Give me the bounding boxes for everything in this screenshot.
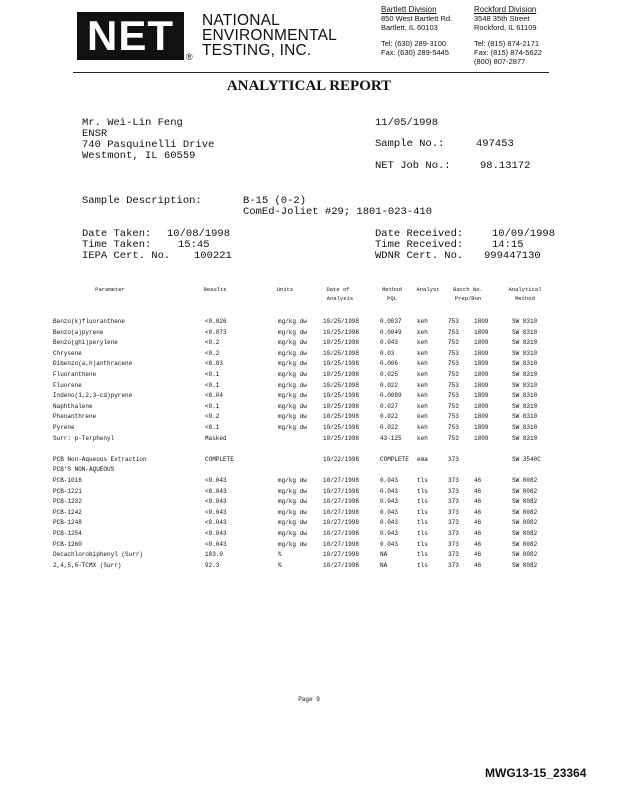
job-no-label: NET Job No.: [375, 160, 451, 172]
cell-analyst: keh [417, 318, 428, 325]
table-row [0, 413, 618, 424]
sample-description-line1: B-15 (0-2) [243, 195, 307, 207]
client-company: ENSR [82, 128, 108, 140]
date-received-label: Date Received: [375, 228, 464, 240]
cell-run: 1809 [474, 371, 489, 378]
cell-prep: 753 [448, 434, 459, 442]
cell-date: 10/25/1998 [323, 339, 360, 347]
cell-method: SW 8310 [512, 328, 538, 336]
cell-method: SW 8310 [512, 424, 538, 431]
cell-result: <0.043 [205, 498, 227, 506]
company-name-line2: ENVIRONMENTAL [202, 27, 337, 44]
cell-pql: 0.043 [380, 519, 399, 527]
client-name: Mr. Wei-Lin Feng [82, 117, 183, 129]
cell-run: 1809 [474, 402, 489, 410]
cell-result: <0.2 [205, 349, 220, 357]
cell-result: COMPLETE [205, 455, 234, 463]
cell-pql: 0.022 [380, 413, 399, 421]
cell-method: SW 8310 [512, 413, 538, 421]
cell-analyst: keh [417, 392, 428, 400]
cell-prep: 373 [448, 455, 459, 463]
document-id: MWG13-15_23364 [485, 766, 587, 780]
cell-result: <0.043 [205, 477, 227, 484]
cell-parameter: Decachlorobiphenyl (Surr) [53, 551, 144, 559]
cell-parameter: PCB-1248 [53, 519, 82, 527]
table-row [0, 498, 618, 509]
cell-parameter: Fluorene [53, 381, 82, 389]
date-taken-label: Date Taken: [82, 228, 152, 240]
cell-method: SW 8082 [512, 508, 538, 516]
cell-pql: 0.043 [380, 530, 399, 537]
cell-parameter: Fluoranthene [53, 371, 97, 378]
iepa-cert-label: IEPA Cert. No. [82, 250, 171, 262]
cell-date: 10/27/1998 [323, 487, 360, 495]
iepa-cert-value: 100221 [194, 250, 232, 262]
cell-units: mg/kg dw [278, 349, 307, 357]
rockford-tel: Tel: (815) 874-2171 [474, 39, 540, 48]
cell-pql: COMPLETE [380, 455, 409, 463]
cell-result: <0.043 [205, 530, 227, 537]
table-row [0, 530, 618, 541]
cell-analyst: keh [417, 339, 428, 347]
cell-result: <0.043 [205, 540, 227, 548]
cell-date: 10/25/1998 [323, 371, 360, 378]
table-row [0, 403, 618, 414]
cell-pql: 0.025 [380, 371, 399, 378]
cell-analyst: tls [417, 561, 428, 569]
cell-result: <0.043 [205, 487, 227, 495]
sample-description-line2: ComEd-Joliet #29; 1801-023-410 [243, 206, 433, 218]
report-date: 11/05/1998 [375, 117, 439, 129]
bartlett-tel: Tel: (630) 289-3100 [381, 39, 447, 48]
cell-parameter: Dibenzo(a,h)anthracene [53, 360, 133, 368]
cell-analyst: keh [417, 402, 428, 410]
cell-units: mg/kg dw [278, 402, 307, 410]
cell-pql: 0.022 [380, 381, 399, 389]
cell-result: 103.0 [205, 551, 224, 559]
cell-result: 92.3 [205, 561, 220, 569]
cell-parameter: Phenanthrene [53, 413, 97, 421]
header-analyst: Analyst [416, 286, 440, 293]
cell-method: SW 8082 [512, 540, 538, 548]
cell-parameter: Pyrene [53, 424, 75, 431]
cell-prep: 753 [448, 349, 459, 357]
cell-prep: 753 [448, 381, 459, 389]
cell-pql: 0.043 [380, 487, 399, 495]
cell-method: SW 8310 [512, 381, 538, 389]
cell-date: 10/25/1998 [323, 392, 360, 400]
date-taken-value: 10/08/1998 [167, 228, 231, 240]
cell-method: SW 8310 [512, 349, 538, 357]
cell-method: SW 8082 [512, 477, 538, 484]
cell-run: 46 [474, 498, 482, 506]
rockford-address2: Rockford, IL 61109 [474, 23, 537, 32]
company-name-line3: TESTING, INC. [202, 42, 312, 59]
cell-units: mg/kg dw [278, 477, 307, 484]
cell-result: <0.1 [205, 424, 220, 431]
table-row [0, 424, 618, 435]
company-name-line1: NATIONAL [202, 12, 280, 29]
table-row [0, 445, 618, 456]
rockford-title: Rockford Division [474, 5, 537, 14]
registered-mark: ® [186, 52, 193, 62]
table-row [0, 456, 618, 467]
cell-date: 10/25/1998 [323, 424, 360, 431]
logo-text: NET [87, 12, 174, 59]
cell-run: 46 [474, 477, 482, 484]
cell-analyst: keh [417, 434, 428, 442]
cell-run: 46 [474, 561, 482, 569]
cell-parameter: PCB-1242 [53, 508, 82, 516]
header-parameter: Parameter [95, 286, 125, 293]
cell-run: 46 [474, 487, 482, 495]
header-results: Results [203, 286, 227, 293]
cell-pql: NA [380, 561, 388, 569]
cell-prep: 373 [448, 551, 459, 559]
cell-parameter: PCB-1221 [53, 487, 82, 495]
cell-analyst: tls [417, 487, 428, 495]
cell-pql: 0.027 [380, 402, 399, 410]
cell-date: 10/25/1998 [323, 402, 360, 410]
cell-parameter: 2,4,5,6-TCMX (Surr) [53, 561, 122, 569]
cell-prep: 373 [448, 498, 459, 506]
sample-no-value: 497453 [476, 138, 514, 150]
wdnr-cert-label: WDNR Cert. No. [375, 250, 464, 262]
cell-units: mg/kg dw [278, 392, 307, 400]
cell-analyst: keh [417, 328, 428, 336]
cell-prep: 753 [448, 328, 459, 336]
table-row [0, 318, 618, 329]
cell-analyst: tls [417, 498, 428, 506]
bartlett-address1: 850 West Bartlett Rd. [381, 14, 453, 23]
cell-parameter: Benzo(ghi)perylene [53, 339, 118, 347]
cell-analyst: tls [417, 508, 428, 516]
sample-description-label: Sample Description: [82, 195, 202, 207]
cell-analyst: keh [417, 381, 428, 389]
rockford-phone: (800) 807-2877 [474, 57, 526, 66]
cell-parameter: PCB'S NON-AQUEOUS [53, 466, 115, 474]
cell-method: SW 8082 [512, 498, 538, 506]
table-row [0, 371, 618, 382]
cell-pql: 0.0037 [380, 318, 402, 325]
header-units: Units [276, 286, 294, 293]
cell-date: 10/25/1998 [323, 349, 360, 357]
cell-parameter: Surr: p-Terphenyl [53, 434, 115, 442]
rockford-division [474, 5, 564, 66]
cell-units: mg/kg dw [278, 318, 307, 325]
table-row [0, 488, 618, 499]
cell-run: 1809 [474, 328, 489, 336]
cell-units: mg/kg dw [278, 519, 307, 527]
cell-result: Masked [205, 434, 227, 442]
cell-units: mg/kg dw [278, 413, 307, 421]
cell-date: 10/25/1998 [323, 434, 360, 442]
cell-run: 46 [474, 508, 482, 516]
table-row [0, 509, 618, 520]
cell-prep: 753 [448, 424, 459, 431]
cell-units: mg/kg dw [278, 381, 307, 389]
cell-parameter: PCB Non-Aqueous Extraction [53, 455, 147, 463]
cell-result: <0.1 [205, 402, 220, 410]
cell-run: 1809 [474, 413, 489, 421]
cell-date: 10/27/1998 [323, 477, 360, 484]
cell-run: 46 [474, 551, 482, 559]
table-row [0, 339, 618, 350]
table-row [0, 392, 618, 403]
table-row [0, 541, 618, 552]
table-row [0, 562, 618, 573]
table-row [0, 435, 618, 446]
client-city: Westmont, IL 60559 [82, 150, 196, 162]
cell-units: % [278, 561, 282, 569]
cell-prep: 373 [448, 508, 459, 516]
cell-date: 10/25/1998 [323, 413, 360, 421]
cell-units: mg/kg dw [278, 487, 307, 495]
cell-run: 46 [474, 540, 482, 548]
cell-method: SW 8310 [512, 434, 538, 442]
cell-units: mg/kg dw [278, 530, 307, 537]
cell-method: SW 8310 [512, 371, 538, 378]
header-batch-no: Batch No. [453, 286, 483, 293]
cell-prep: 373 [448, 519, 459, 527]
cell-date: 10/25/1998 [323, 360, 360, 368]
time-taken-label: Time Taken: [82, 239, 152, 251]
table-row [0, 329, 618, 340]
cell-pql: 0.022 [380, 424, 399, 431]
sample-no-label: Sample No.: [375, 138, 445, 150]
cell-date: 10/25/1998 [323, 381, 360, 389]
cell-method: SW 3540C [512, 455, 541, 463]
bartlett-division [381, 5, 471, 57]
cell-run: 1809 [474, 381, 489, 389]
cell-pql: NA [380, 551, 388, 559]
cell-parameter: Naphthalene [53, 402, 93, 410]
cell-analyst: keh [417, 360, 428, 368]
cell-run: 1809 [474, 392, 489, 400]
cell-prep: 753 [448, 402, 459, 410]
job-no-value: 98.13172 [480, 160, 531, 172]
cell-result: <0.026 [205, 318, 227, 325]
cell-units: mg/kg dw [278, 540, 307, 548]
cell-prep: 753 [448, 371, 459, 378]
cell-prep: 373 [448, 487, 459, 495]
header-prep-run: Prep/Run [454, 295, 482, 302]
cell-date: 10/27/1998 [323, 540, 360, 548]
cell-result: <0.2 [205, 413, 220, 421]
date-received-value: 10/09/1998 [492, 228, 556, 240]
cell-result: <0.2 [205, 339, 220, 347]
header-method: Method [382, 286, 402, 293]
cell-date: 10/25/1998 [323, 328, 360, 336]
cell-parameter: Benzo(k)fluoranthene [53, 318, 126, 325]
cell-parameter: Chrysene [53, 349, 82, 357]
header-analysis: Analysis [326, 295, 354, 302]
header-analytical: Analytical [508, 286, 542, 293]
table-row [0, 519, 618, 530]
cell-run: 1809 [474, 349, 489, 357]
cell-units: mg/kg dw [278, 360, 307, 368]
cell-method: SW 8310 [512, 402, 538, 410]
time-taken-value: 15:45 [178, 239, 210, 251]
cell-units: mg/kg dw [278, 328, 307, 336]
cell-prep: 753 [448, 339, 459, 347]
cell-method: SW 8082 [512, 487, 538, 495]
cell-analyst: tls [417, 540, 428, 548]
cell-date: 10/27/1998 [323, 508, 360, 516]
cell-result: <0.1 [205, 381, 220, 389]
header-date-of: Date of [326, 286, 350, 293]
cell-analyst: keh [417, 424, 428, 431]
cell-date: 10/22/1998 [323, 455, 360, 463]
header-rule [73, 72, 549, 73]
cell-result: <0.1 [205, 371, 220, 378]
table-row [0, 350, 618, 361]
cell-parameter: PCB-1260 [53, 540, 82, 548]
table-row [0, 360, 618, 371]
cell-method: SW 8310 [512, 318, 538, 325]
cell-prep: 753 [448, 360, 459, 368]
report-title: ANALYTICAL REPORT [226, 78, 392, 94]
cell-parameter: PCB-1254 [53, 530, 82, 537]
cell-analyst: keh [417, 413, 428, 421]
cell-run: 46 [474, 519, 482, 527]
cell-method: SW 8310 [512, 339, 538, 347]
cell-analyst: tls [417, 519, 428, 527]
cell-pql: 0.03 [380, 349, 395, 357]
cell-prep: 373 [448, 477, 459, 484]
cell-run: 1809 [474, 424, 489, 431]
header-analytical-method: Method [515, 295, 535, 302]
cell-prep: 373 [448, 530, 459, 537]
cell-analyst: keh [417, 371, 428, 378]
table-row [0, 551, 618, 562]
cell-result: <0.04 [205, 392, 224, 400]
cell-method: SW 8310 [512, 392, 538, 400]
cell-parameter: PCB-1016 [53, 477, 82, 484]
cell-parameter: Indeno(1,2,3-cd)pyrene [53, 392, 133, 400]
cell-run: 1809 [474, 360, 489, 368]
cell-analyst: tls [417, 477, 428, 484]
cell-run: 46 [474, 530, 482, 537]
cell-result: <0.03 [205, 360, 224, 368]
cell-analyst: tls [417, 530, 428, 537]
cell-pql: 0.043 [380, 477, 399, 484]
wdnr-cert-value: 999447130 [484, 250, 541, 262]
cell-date: 10/27/1998 [323, 519, 360, 527]
bartlett-address2: Bartlett, IL 60103 [381, 23, 438, 32]
rockford-address1: 3548 35th Street [474, 14, 530, 23]
cell-pql: 0.006 [380, 360, 399, 368]
header-pql: PQL [387, 295, 397, 302]
cell-result: <0.073 [205, 328, 227, 336]
cell-prep: 373 [448, 540, 459, 548]
cell-pql: 0.043 [380, 508, 399, 516]
cell-units: mg/kg dw [278, 508, 307, 516]
cell-parameter: Benzo(a)pyrene [53, 328, 104, 336]
cell-method: SW 8082 [512, 551, 538, 559]
cell-pql: 43-125 [380, 434, 402, 442]
cell-units: mg/kg dw [278, 371, 307, 378]
cell-method: SW 8310 [512, 360, 538, 368]
cell-units: mg/kg dw [278, 339, 307, 347]
time-received-label: Time Received: [375, 239, 464, 251]
cell-parameter: PCB-1232 [53, 498, 82, 506]
cell-pql: 0.0049 [380, 328, 402, 336]
cell-units: % [278, 551, 282, 559]
cell-pql: 0.043 [380, 540, 399, 548]
time-received-value: 14:15 [492, 239, 524, 251]
cell-prep: 753 [448, 413, 459, 421]
cell-pql: 0.043 [380, 498, 399, 506]
client-street: 740 Pasquinelli Drive [82, 139, 215, 151]
cell-run: 1809 [474, 318, 489, 325]
cell-analyst: keh [417, 349, 428, 357]
cell-analyst: ema [417, 455, 428, 463]
cell-run: 1809 [474, 339, 489, 347]
cell-prep: 753 [448, 392, 459, 400]
cell-units: mg/kg dw [278, 424, 307, 431]
bartlett-title: Bartlett Division [381, 5, 437, 14]
cell-prep: 373 [448, 561, 459, 569]
cell-analyst: tls [417, 551, 428, 559]
cell-date: 10/27/1998 [323, 551, 360, 559]
cell-prep: 753 [448, 318, 459, 325]
rockford-fax: Fax: (815) 874-5622 [474, 48, 542, 57]
cell-run: 1809 [474, 434, 489, 442]
table-row [0, 382, 618, 393]
page-number: Page 9 [298, 696, 320, 703]
cell-method: SW 8082 [512, 561, 538, 569]
cell-pql: 0.0089 [380, 392, 402, 400]
cell-date: 10/27/1998 [323, 530, 360, 537]
cell-result: <0.043 [205, 508, 227, 516]
table-row [0, 466, 618, 477]
cell-pql: 0.043 [380, 339, 399, 347]
cell-date: 10/25/1998 [323, 318, 360, 325]
cell-date: 10/27/1998 [323, 561, 360, 569]
cell-date: 10/27/1998 [323, 498, 360, 506]
cell-units: mg/kg dw [278, 498, 307, 506]
cell-result: <0.043 [205, 519, 227, 527]
cell-method: SW 8082 [512, 530, 538, 537]
table-row [0, 477, 618, 488]
bartlett-fax: Fax: (630) 289-5445 [381, 48, 449, 57]
cell-method: SW 8082 [512, 519, 538, 527]
